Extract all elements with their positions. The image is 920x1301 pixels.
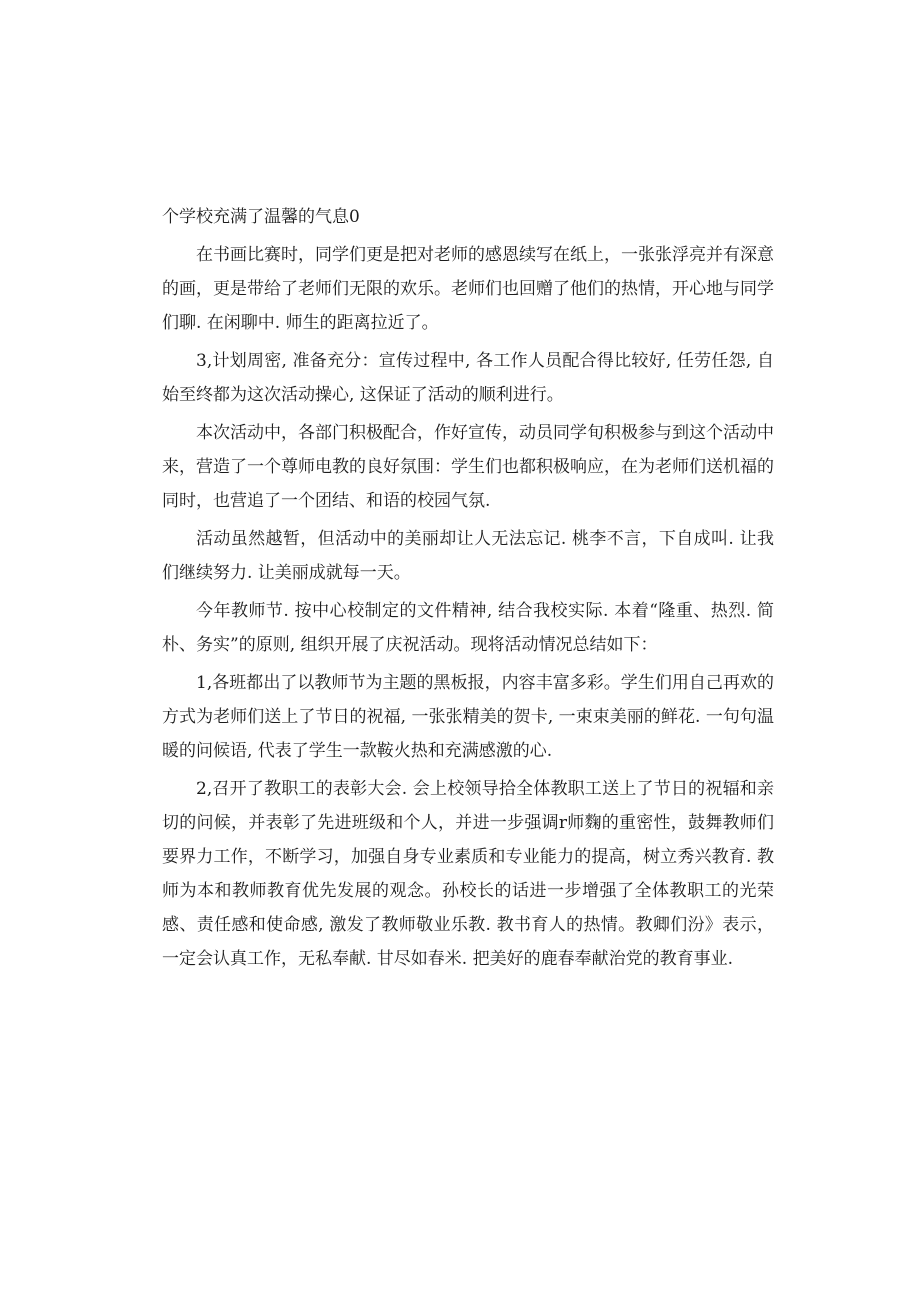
paragraph-8: 2,召开了教职工的表彰大会. 会上校领导拾全体教职工送上了节日的祝辐和亲切的问候，并表彰了先进班级和个人，并进一步强调r师麴的重密性，鼓舞教师们要界力工作，不断学习，加强自身专业素质和专业能力的提高，树立秀兴教育. 教师为本和教师教育优先发展的观念。孙校长的话进一步增强了全体教职工的光荣感、责任感和使命感, 激发了教师敬业乐教. 教书育人的热情。教卿们汾》表示，一定会认真工作，无私奉献. 甘尽如春米. 把美好的鹿春奉献治党的教育事业. — [162, 779, 774, 969]
paragraph-2: 在书画比赛时，同学们更是把对老师的感恩续写在纸上，一张张浮亮并有深意的画，更是带给了老师们无限的欢乐。老师们也回赠了他们的热情，开心地与同学们聊. 在闲聊中. 师生的距离拉近了。 — [162, 245, 774, 333]
paragraph-4: 本次活动中，各部门积极配合，作好宣传，动员同学旬积极参与到这个活动中来，营造了一个尊师电教的良好氛围：学生们也都积极响应，在为老师们送机福的同时，也营追了一个团结、和语的校园气氛. — [162, 423, 774, 511]
paragraph-1: 个学校充满了温馨的气息0 — [162, 207, 360, 227]
paragraph-6: 今年教师节. 按中心校制定的文件精神, 结合我校实际. 本着“隆重、热烈. 简朴、务实”的原则, 组织开展了庆祝活动。现将活动情况总结如下： — [162, 601, 774, 655]
paragraph-5: 活动虽然越暂，但活动中的美丽却让人无法忘记. 桃李不言，下自成叫. 让我们继续努力. 让美丽成就每一天。 — [162, 529, 774, 583]
paragraph-3: 3,计划周密, 准备充分：宣传过程中, 各工作人员配合得比较好, 任劳任怨, 自始至终都为这次活动操心, 这保证了活动的顺利进行。 — [162, 351, 774, 405]
document-body — [162, 200, 774, 980]
paragraph-7: 1,各班都出了以教师节为主题的黑板报，内容丰富多彩。学生们用自己再欢的方式为老师们送上了节日的祝福, 一张张精美的贺卡, 一束束美丽的鲜花. 一句句温暖的问候语, 代表了学生一款鞍火热和充满感激的心. — [162, 673, 774, 761]
